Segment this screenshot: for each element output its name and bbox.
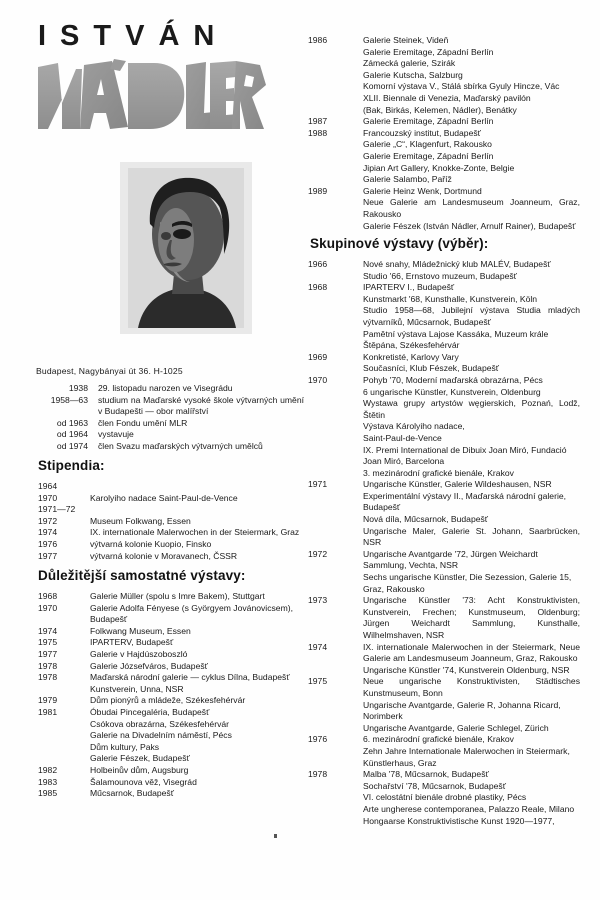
year-label: 1978 <box>38 660 58 671</box>
list-item <box>38 481 306 493</box>
year-label: 1968 <box>38 591 58 601</box>
entry-text: člen Svazu maďarských výtvarných umělců <box>98 440 263 451</box>
group-exhibitions-list <box>308 259 580 827</box>
nadler-logotype-collage <box>36 59 266 131</box>
list-item <box>308 445 580 468</box>
solo-exhibitions-list <box>38 591 306 800</box>
entry-text: Műcsarnok, Budapešť <box>90 788 174 799</box>
list-item <box>308 105 580 117</box>
list-item <box>308 81 580 93</box>
year-label: 1970 <box>38 602 58 613</box>
list-item <box>38 753 306 765</box>
list-item <box>38 591 306 603</box>
entry-text: 6 ungarische Künstler, Kunstverein, Oldenburg <box>363 386 541 397</box>
entry-text: Galerie „C“, Klagenfurt, Rakousko <box>363 139 492 150</box>
entry-text: Malba '78, Műcsarnok, Budapešť <box>363 769 489 780</box>
list-item <box>308 174 580 186</box>
list-item <box>38 539 306 551</box>
page-speck <box>274 834 277 838</box>
list-item <box>308 352 580 364</box>
entry-text: Současníci, Klub Fészek, Budapešť <box>363 363 500 374</box>
year-label: 1966 <box>308 259 328 269</box>
year-label: 1938 <box>68 383 88 393</box>
entry-text: Wystawa grupy artystów węgierskich, Poznań, Lodž, Štětin <box>363 398 580 420</box>
year-label: 1970 <box>308 374 328 385</box>
entry-text: Komorní výstava V., Stálá sbírka Gyuly Hincze, Vác <box>363 81 560 92</box>
list-item <box>308 58 580 70</box>
entry-text: Museum Folkwang, Essen <box>90 515 191 526</box>
entry-text: VI. celostátní bienále drobné plastiky, Pécs <box>363 792 527 803</box>
entry-text: studium na Maďarské vysoké škole výtvarných umění v Budapešti — obor malířství <box>98 394 304 417</box>
entry-text: Kunstverein, Unna, NSR <box>90 683 184 694</box>
entry-text: člen Fondu umění MLR <box>98 417 188 428</box>
entry-text: Galerie Fészek (István Nádler, Arnulf Rainer), Budapešť <box>363 220 576 231</box>
year-label: od 1974 <box>56 440 88 451</box>
entry-text: IX. Premi International de Dibuix Joan Miró, Fundació Joan Miró, Barcelona <box>363 444 567 467</box>
entry-text: Folkwang Museum, Essen <box>90 625 191 636</box>
entry-text: Ungarische Künstler '74, Kunstverein Oldenburg, NSR <box>363 664 570 675</box>
entry-text: Maďarská národní galerie — cyklus Dílna, Budapešť <box>90 672 290 683</box>
year-label: 1987 <box>308 116 328 127</box>
list-item <box>38 777 306 789</box>
list-item <box>308 294 580 306</box>
list-item <box>38 765 306 777</box>
list-item <box>308 387 580 399</box>
year-label: 1986 <box>308 35 328 45</box>
list-item <box>38 684 306 696</box>
list-item <box>308 128 580 140</box>
entry-text: Ungarische Künstler '73: Acht Konstruktivisten, Kunstverein, Frechen; Kunstmuseum, Oldenburg; Jürgen Weichardt Sammlung, Kunsthalle, Wilhelmshaven, NSR <box>363 595 580 640</box>
entry-text: Galerie Fészek, Budapešť <box>90 753 190 764</box>
entry-text: Studio '66, Ernstovo muzeum, Budapešť <box>363 270 517 281</box>
entry-text: Galerie Kutscha, Salzburg <box>363 69 463 80</box>
entry-text: 6. mezinárodní grafické bienále, Krakov <box>363 734 514 745</box>
list-item <box>38 504 306 516</box>
entry-text: Zámecká galerie, Szirák <box>363 58 456 69</box>
list-item <box>308 468 580 480</box>
list-item <box>38 707 306 719</box>
year-label: 1971—72 <box>38 504 76 515</box>
entry-text: 3. mezinárodní grafické bienále, Krakov <box>363 467 514 478</box>
list-item <box>308 305 580 328</box>
entry-text: Arte ungherese contemporanea, Palazzo Reale, Milano <box>363 803 575 814</box>
year-label: 1969 <box>308 351 328 362</box>
year-label: 1981 <box>38 706 58 717</box>
list-item <box>38 493 306 505</box>
address-line: Budapest, Nagybányai út 36. H-1025 <box>36 366 183 376</box>
list-item <box>308 35 580 47</box>
entry-text: IX. internationale Malerwochen in der Steiermark, Neue Galerie am Landesmuseum Joanneum, Graz, Rakousko <box>363 641 580 664</box>
entry-text: výtvarná kolonie Kuopio, Finsko <box>90 538 212 549</box>
entry-text: 29. listopadu narozen ve Visegrádu <box>98 383 233 393</box>
entry-text: (Bak, Birkás, Kelemen, Nádler), Benátky <box>363 104 517 115</box>
year-label: 1973 <box>308 595 328 606</box>
year-label: od 1963 <box>56 417 88 428</box>
entry-text: Dům kultury, Paks <box>90 741 160 752</box>
list-item <box>38 730 306 742</box>
year-label: 1978 <box>38 672 58 683</box>
biography-list <box>36 383 304 453</box>
entry-text: Galerie Józsefváros, Budapešť <box>90 660 208 671</box>
list-item <box>36 395 304 418</box>
list-item <box>308 93 580 105</box>
entry-text: Neue ungarische Konstruktivisten, Städtisches Kunstmuseum, Bonn <box>363 676 580 698</box>
entry-text: Ungarische Avantgarde, Galerie R, Johanna Ricard, Norimberk <box>363 699 561 722</box>
list-item <box>308 151 580 163</box>
list-item <box>308 514 580 526</box>
list-item <box>308 139 580 151</box>
list-item <box>308 572 580 595</box>
year-label: 1972 <box>38 515 58 526</box>
year-label: 1975 <box>308 676 328 687</box>
entry-text: Dům pionýrů a mládeže, Székesfehérvár <box>90 695 246 706</box>
list-item <box>308 433 580 445</box>
entry-text: Galerie v Hajdúszoboszló <box>90 648 188 659</box>
entry-text: Hongaarse Konstruktivistische Kunst 1920—1977, <box>363 815 555 826</box>
list-item <box>38 695 306 707</box>
entry-text: Nové snahy, Mládežnický klub MALÉV, Budapešť <box>363 259 551 269</box>
year-label: 1974 <box>308 641 328 652</box>
year-label: 1958—63 <box>50 394 88 405</box>
entry-text: Karolyiho nadace Saint-Paul-de-Vence <box>90 492 238 503</box>
entry-text: Galerie na Divadelním náměstí, Pécs <box>90 730 232 741</box>
list-item <box>36 383 304 395</box>
list-item <box>308 479 580 491</box>
entry-text: Kunstmarkt '68, Kunsthalle, Kunstverein, Köln <box>363 293 538 304</box>
stipendia-list <box>38 481 306 562</box>
list-item <box>308 734 580 746</box>
entry-text: Sochařství '78, Műcsarnok, Budapešť <box>363 780 506 791</box>
list-item <box>308 197 580 220</box>
year-label: 1974 <box>38 625 58 636</box>
list-item <box>308 526 580 549</box>
entry-text: Galerie Heinz Wenk, Dortmund <box>363 185 482 196</box>
entry-text: IPARTERV, Budapešť <box>90 637 174 648</box>
entry-text: Nová díla, Műcsarnok, Budapešť <box>363 514 489 525</box>
list-item <box>308 398 580 421</box>
list-item <box>38 626 306 638</box>
list-item <box>38 672 306 684</box>
year-label: 1989 <box>308 185 328 196</box>
list-item <box>308 595 580 641</box>
list-item <box>308 723 580 735</box>
year-label: 1988 <box>308 127 328 138</box>
list-item <box>38 719 306 731</box>
year-label: 1974 <box>38 527 58 538</box>
year-label: 1964 <box>38 481 58 491</box>
year-label: 1985 <box>38 788 58 799</box>
entry-text: Neue Galerie am Landesmuseum Joanneum, Graz, Rakousko <box>363 197 580 219</box>
list-item <box>308 259 580 271</box>
entry-text: Konkretisté, Karlovy Vary <box>363 351 459 362</box>
entry-text: Ungarische Avantgarde '72, Jürgen Weichardt Sammlung, Vechta, NSR <box>363 548 538 571</box>
list-item <box>38 637 306 649</box>
list-item <box>38 661 306 673</box>
list-item <box>308 792 580 804</box>
entry-text: Studio 1958—68, Jubilejní výstava Studia mladých výtvarníků, Műcsarnok, Budapešť <box>363 305 580 327</box>
entry-text: Šalamounova věž, Visegrád <box>90 776 197 787</box>
entry-text: XLII. Biennale di Venezia, Maďarský pavilón <box>363 92 531 103</box>
year-label: 1976 <box>38 538 58 549</box>
list-item <box>36 441 304 453</box>
year-label: 1970 <box>38 492 58 503</box>
entry-text: IX. internationale Malerwochen in der Steiermark, Graz <box>90 527 300 538</box>
list-item <box>38 516 306 528</box>
entry-text: Óbudai Pincegaléria, Budapešť <box>90 706 210 717</box>
list-item <box>308 665 580 677</box>
list-item <box>308 491 580 514</box>
entry-text: Zehn Jahre Internationale Malerwochen in Steiermark, Künstlerhaus, Graz <box>363 745 570 768</box>
entry-text: Sechs ungarische Künstler, Die Sezession, Galerie 15, Graz, Rakousko <box>363 572 572 594</box>
entry-text: Saint-Paul-de-Vence <box>363 432 442 443</box>
list-item <box>308 221 580 233</box>
entry-text: Výstava Károlyiho nadace, <box>363 421 465 432</box>
year-label: 1977 <box>38 550 58 561</box>
list-item <box>36 429 304 441</box>
list-item <box>308 47 580 59</box>
entry-text: Ungarische Maler, Galerie St. Johann, Saarbrücken, NSR <box>363 525 580 548</box>
list-item <box>308 329 580 352</box>
list-item <box>308 163 580 175</box>
entry-text: Galerie Salambo, Paříž <box>363 174 452 185</box>
list-item <box>36 418 304 430</box>
list-item <box>308 186 580 198</box>
year-label: 1968 <box>308 282 328 293</box>
list-item <box>308 282 580 294</box>
page-title-first-name: ISTVÁN <box>38 20 229 52</box>
entry-text: Galerie Eremitage, Západní Berlín <box>363 46 494 57</box>
entry-text: Csókova obrazárna, Székesfehérvár <box>90 718 230 729</box>
list-item <box>308 363 580 375</box>
entry-text: Ungarische Künstler, Galerie Wildeshausen, NSR <box>363 479 552 490</box>
left-column <box>36 22 304 131</box>
list-item <box>38 742 306 754</box>
year-label: 1971 <box>308 479 328 490</box>
entry-text: Galerie Steinek, Videň <box>363 35 449 45</box>
year-label: 1972 <box>308 548 328 559</box>
list-item <box>308 676 580 699</box>
list-item <box>308 781 580 793</box>
entry-text: IPARTERV I., Budapešť <box>363 282 455 293</box>
list-item <box>308 769 580 781</box>
year-label: 1983 <box>38 776 58 787</box>
year-label: 1978 <box>308 769 328 780</box>
list-item <box>308 700 580 723</box>
avatar <box>120 162 252 334</box>
entry-text: Galerie Müller (spolu s Imre Bakem), Stuttgart <box>90 591 265 601</box>
year-label: 1975 <box>38 637 58 648</box>
entry-text: Jipian Art Gallery, Knokke-Zonte, Belgie <box>363 162 515 173</box>
list-item <box>308 116 580 128</box>
list-item <box>38 603 306 626</box>
list-item <box>308 816 580 828</box>
entry-text: Holbeinův dům, Augsburg <box>90 764 189 775</box>
section-heading-stipendia: Stipendia: <box>38 458 105 473</box>
entry-text: Pamětní výstava Lajose Kassáka, Muzeum krále Štěpána, Székesfehérvár <box>363 328 549 351</box>
list-item <box>308 70 580 82</box>
year-label: 1976 <box>308 734 328 745</box>
list-item <box>308 804 580 816</box>
list-item <box>38 649 306 661</box>
solo-exhibitions-continued-list <box>308 35 580 232</box>
list-item <box>308 746 580 769</box>
list-item <box>308 421 580 433</box>
list-item <box>308 549 580 572</box>
list-item <box>38 551 306 563</box>
year-label: 1979 <box>38 695 58 706</box>
list-item <box>308 375 580 387</box>
entry-text: Galerie Eremitage, Západní Berlín <box>363 150 494 161</box>
year-label: 1977 <box>38 648 58 659</box>
list-item <box>38 788 306 800</box>
entry-text: vystavuje <box>98 429 134 440</box>
list-item <box>308 271 580 283</box>
entry-text: Galerie Eremitage, Západní Berlín <box>363 116 494 127</box>
entry-text: Galerie Adolfa Fényese (s Györgyem Jovánovicsem), Budapešť <box>90 602 293 625</box>
entry-text: Pohyb '70, Moderní maďarská obrazárna, Pécs <box>363 374 543 385</box>
year-label: od 1964 <box>56 429 88 440</box>
year-label: 1982 <box>38 764 58 775</box>
section-heading-group-exhibitions: Skupinové výstavy (výběr): <box>310 236 489 251</box>
entry-text: Francouzský institut, Budapešť <box>363 127 481 138</box>
entry-text: Experimentální výstavy II., Maďarská národní galerie, Budapešť <box>363 490 567 513</box>
entry-text: Ungarische Avantgarde, Galerie Schlegel, Zürich <box>363 722 549 733</box>
list-item <box>308 642 580 665</box>
list-item <box>38 527 306 539</box>
section-heading-solo-exhibitions: Důležitější samostatné výstavy: <box>38 568 246 583</box>
entry-text: výtvarná kolonie v Moravanech, ČSSR <box>90 550 238 561</box>
